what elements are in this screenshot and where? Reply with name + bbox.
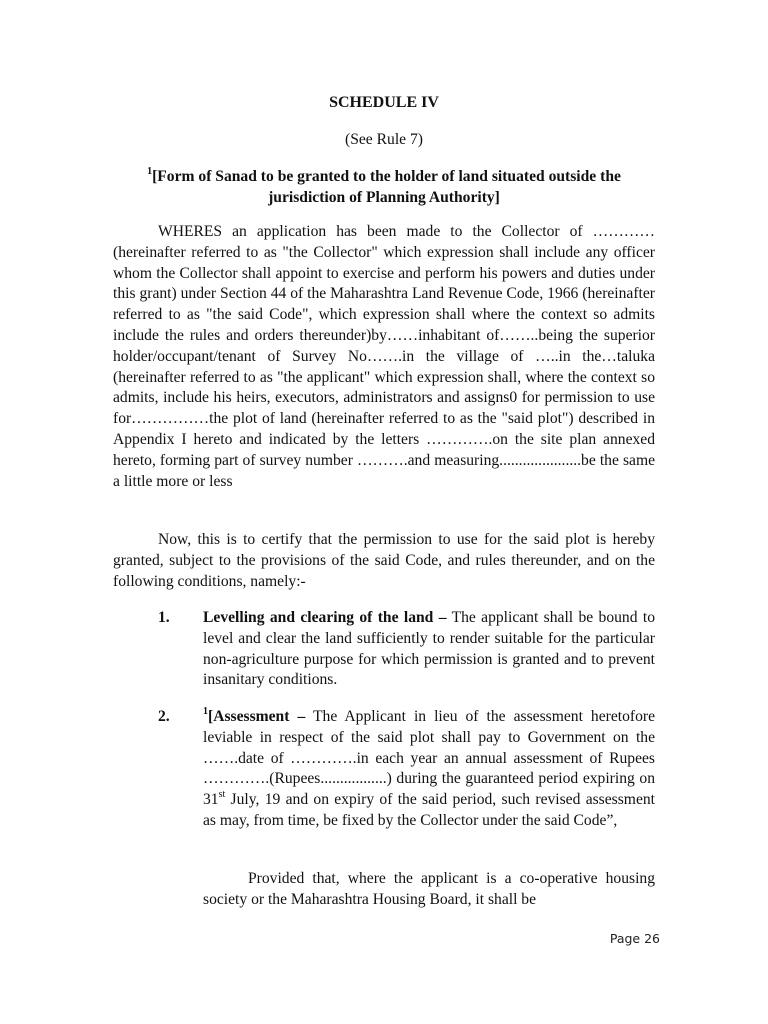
paragraph-whereas: WHERES an application has been made to the Collector of ………… (hereinafter referred to as "the Collector" which expression shall include any officer whom the Collector shall appoint to exercise and perform his powers and duties under this grant) under Section 44 of the Maharashtra Land Revenue Code, 1966 (hereinafter referred to as "the said Code", which expression shall where the context so admits include the rules and orders thereunder)by……inhabitant of……..being the superior holder/occupant/tenant of Survey No…….in the village of …..in the…taluka (hereinafter referred to as "the applicant" which expression shall, where the context so admits, include his heirs, executors, administrators and assigns0 for permission to use for……………the plot of land (hereinafter referred to as the "said plot") described in Appendix I hereto and indicated by the letters ………….on the site plan annexed hereto, forming part of survey number ……….and measuring.....................be the same a little more or less [113, 223, 655, 490]
condition-heading: [Assessment – [208, 708, 306, 725]
condition-body [203, 707, 655, 832]
condition-body [203, 608, 655, 691]
condition-text: The applicant shall be bound to level and clear the land sufficiently to render suitable for the particular non-agriculture purpose for which permission is granted and to prevent insanitary conditions. [203, 609, 655, 689]
form-heading-text: [Form of Sanad to be granted to the holder of land situated outside the jurisdiction of Planning Authority] [152, 168, 621, 206]
page-number: Page 26 [609, 931, 660, 946]
proviso-paragraph: Provided that, where the applicant is a co-operative housing society or the Maharashtra Housing Board, it shall be [203, 870, 655, 908]
schedule-title: SCHEDULE IV [329, 94, 439, 111]
condition-text: The Applicant in lieu of the assessment heretofore leviable in respect of the said plot shall pay to Government on the …….date of ………….in each year an annual assessment of Rupees ………….(Rupees.................) during the guaranteed period expiring on 31 [203, 708, 656, 809]
condition-heading: Levelling and clearing of the land – [203, 609, 447, 626]
condition-number: 2. [158, 708, 170, 725]
form-heading [113, 166, 655, 208]
condition-number: 1. [158, 609, 170, 626]
ordinal-suffix: st [218, 789, 226, 800]
rule-reference: (See Rule 7) [345, 131, 423, 148]
footnote-marker: 1 [147, 165, 153, 177]
footnote-marker: 1 [203, 705, 208, 717]
condition-text-continued: July, 19 and on expiry of the said period, such revised assessment as may, from time, be fixed by the Collector under the said Code”, [203, 791, 655, 829]
paragraph-certify: Now, this is to certify that the permission to use for the said plot is hereby granted, subject to the provisions of the said Code, and rules thereunder, and on the following conditions, namely:- [113, 531, 655, 590]
